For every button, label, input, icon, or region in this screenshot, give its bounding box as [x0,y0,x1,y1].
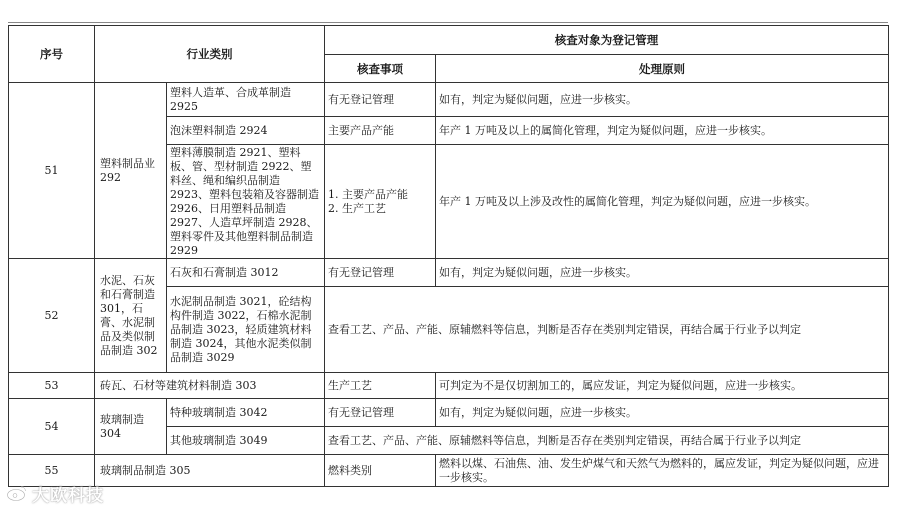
header-industry: 行业类别 [95,26,325,83]
sub-category: 水泥制品制造 3021，砼结构构件制造 3022，石棉水泥制品制造 3023，轻质建筑材料制造 3024，其他水泥类似制品制造 3029 [167,287,325,373]
principle: 年产 1 万吨及以上的属简化管理，判定为疑似问题，应进一步核实。 [436,117,889,145]
principle: 年产 1 万吨及以上涉及改性的属简化管理，判定为疑似问题，应进一步核实。 [436,145,889,259]
sub-category: 其他玻璃制造 3049 [167,427,325,455]
principle: 如有，判定为疑似问题，应进一步核实。 [436,259,889,287]
sub-category: 泡沫塑料制造 2924 [167,117,325,145]
header-row-1 [9,26,889,55]
header-principle: 处理原则 [436,55,889,83]
table-row [9,455,889,487]
registration-check-table [8,25,889,487]
principle: 查看工艺、产品、产能、原辅燃料等信息，判断是否存在类别判定错误，再结合属于行业予以判定 [325,287,889,373]
industry-category: 砖瓦、石材等建筑材料制造 303 [95,373,325,399]
row-id: 55 [9,455,95,487]
sub-category: 石灰和石膏制造 3012 [167,259,325,287]
check-item: 有无登记管理 [325,399,436,427]
check-item: 主要产品产能 [325,117,436,145]
check-item: 有无登记管理 [325,259,436,287]
sub-category: 特种玻璃制造 3042 [167,399,325,427]
header-check-item: 核查事项 [325,55,436,83]
sub-category: 塑料人造革、合成革制造 2925 [167,83,325,117]
row-id: 52 [9,259,95,373]
principle: 如有，判定为疑似问题，应进一步核实。 [436,399,889,427]
principle: 燃料以煤、石油焦、油、发生炉煤气和天然气为燃料的，属应发证，判定为疑似问题，应进一步核实。 [436,455,889,487]
regulation-table-sheet [8,25,888,487]
check-item: 燃料类别 [325,455,436,487]
row-id: 51 [9,83,95,259]
row-id: 54 [9,399,95,455]
sub-category: 塑料薄膜制造 2921、塑料板、管、型材制造 2922、塑料丝、绳和编织品制造 2923、塑料包装箱及容器制造 2926、日用塑料品制造 2927、人造草坪制造 2928、塑料零件及其他塑料制品制造 2929 [167,145,325,259]
table-row [9,83,889,117]
top-rule [8,22,888,23]
industry-category: 塑料制品业 292 [95,83,167,259]
industry-category: 玻璃制造 304 [95,399,167,455]
table-row [9,373,889,399]
header-group: 核查对象为登记管理 [325,26,889,55]
table-row [9,399,889,427]
check-item: 生产工艺 [325,373,436,399]
check-item: 1. 主要产品产能 2. 生产工艺 [325,145,436,259]
table-row [9,259,889,287]
industry-category: 水泥、石灰和石膏制造 301，石膏、水泥制品及类似制品制造 302 [95,259,167,373]
industry-category: 玻璃制品制造 305 [95,455,325,487]
header-seq: 序号 [9,26,95,83]
principle: 可判定为不是仅切割加工的，属应发证，判定为疑似问题，应进一步核实。 [436,373,889,399]
row-id: 53 [9,373,95,399]
watermark-text: 大欧科技 [32,485,104,506]
principle: 查看工艺、产品、产能、原辅燃料等信息，判断是否存在类别判定错误，再结合属于行业予以判定 [325,427,889,455]
check-item: 有无登记管理 [325,83,436,117]
principle: 如有，判定为疑似问题，应进一步核实。 [436,83,889,117]
